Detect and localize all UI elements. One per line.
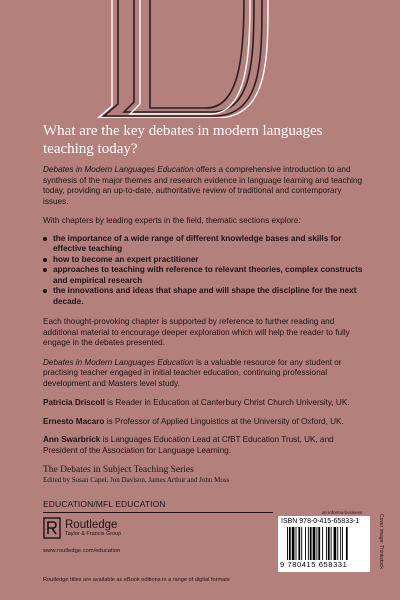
list-item: approaches to teaching with reference to relevant theories, complex constructs and empirical research	[43, 265, 368, 286]
publisher-logo	[43, 517, 193, 549]
divider	[43, 512, 273, 513]
routledge-logo-icon	[43, 517, 61, 539]
author-bio	[43, 435, 368, 456]
author-name: Ernesto Macaro	[43, 416, 105, 426]
resource-paragraph	[43, 358, 368, 390]
resource-book-title: Debates in Modern Languages Education	[43, 357, 194, 367]
barcode-icon	[287, 527, 365, 560]
intro-paragraph	[43, 165, 368, 207]
intro-text: offers a comprehensive introduction to and synthesis of the major themes and research evidence in language learning and teaching today, providing an up-to-date, authoritative review of traditional and contemporary issues.	[43, 165, 363, 206]
cover-image-credit: Cover image: Thinkstock	[378, 514, 384, 569]
author-name: Patricia Driscoll	[43, 398, 105, 407]
ebook-note: Routledge titles are available as eBook editions in a range of digital formats	[43, 577, 230, 583]
list-item: how to become an expert practitioner	[43, 255, 368, 266]
subject-category: EDUCATION/MFL EDUCATION	[43, 499, 166, 509]
isbn-text: ISBN 978-0-415-65833-1	[281, 518, 360, 525]
series-title: The Debates in Subject Teaching Series	[43, 465, 194, 475]
publisher-name: Routledge	[65, 519, 118, 531]
list-item: the innovations and ideas that shape and will shape the discipline for the next decade.	[43, 286, 368, 307]
list-item: the importance of a wide range of different knowledge bases and skills for effective teaching	[43, 234, 368, 255]
sections-intro: With chapters by leading experts in the field, thematic sections explore:	[43, 216, 301, 225]
headline: What are the key debates in modern languages teaching today?	[43, 123, 323, 157]
author-name: Ann Swarbrick	[43, 435, 101, 444]
series-editors: Edited by Susan Capel, Jon Davison, James Arthur and John Moss	[43, 476, 230, 484]
publisher-group: Taylor & Francis Group	[65, 531, 122, 537]
resource-text: is a valuable resource for any student or practising teacher engaged in initial teacher education, continuing professional development and Masters level study.	[43, 357, 342, 388]
cover-letter-d-graphic	[0, 0, 400, 118]
back-cover-text	[43, 122, 368, 485]
publisher-url: www.routledge.com/education	[43, 548, 121, 554]
barcode-digits: 9 780415 658331	[280, 560, 348, 569]
author-description: is Professor of Applied Linguistics at the University of Oxford, UK.	[104, 416, 344, 426]
author-description: is Reader in Education at Canterbury Christ Church University, UK.	[104, 398, 350, 407]
intro-book-title: Debates in Modern Languages Education	[43, 165, 194, 174]
author-description: is Languages Education Lead at CfBT Education Trust, UK, and President of the Association for Language Learning.	[43, 435, 334, 455]
author-bio	[43, 417, 368, 428]
author-bio	[43, 398, 368, 409]
reading-paragraph: Each thought-provoking chapter is supported by reference to further reading and additional material to encourage deeper exploration which will help the reader to fully engage in the debates presented.	[43, 317, 350, 347]
informa-tagline: an informa business	[322, 510, 363, 515]
themes-list	[43, 234, 368, 308]
